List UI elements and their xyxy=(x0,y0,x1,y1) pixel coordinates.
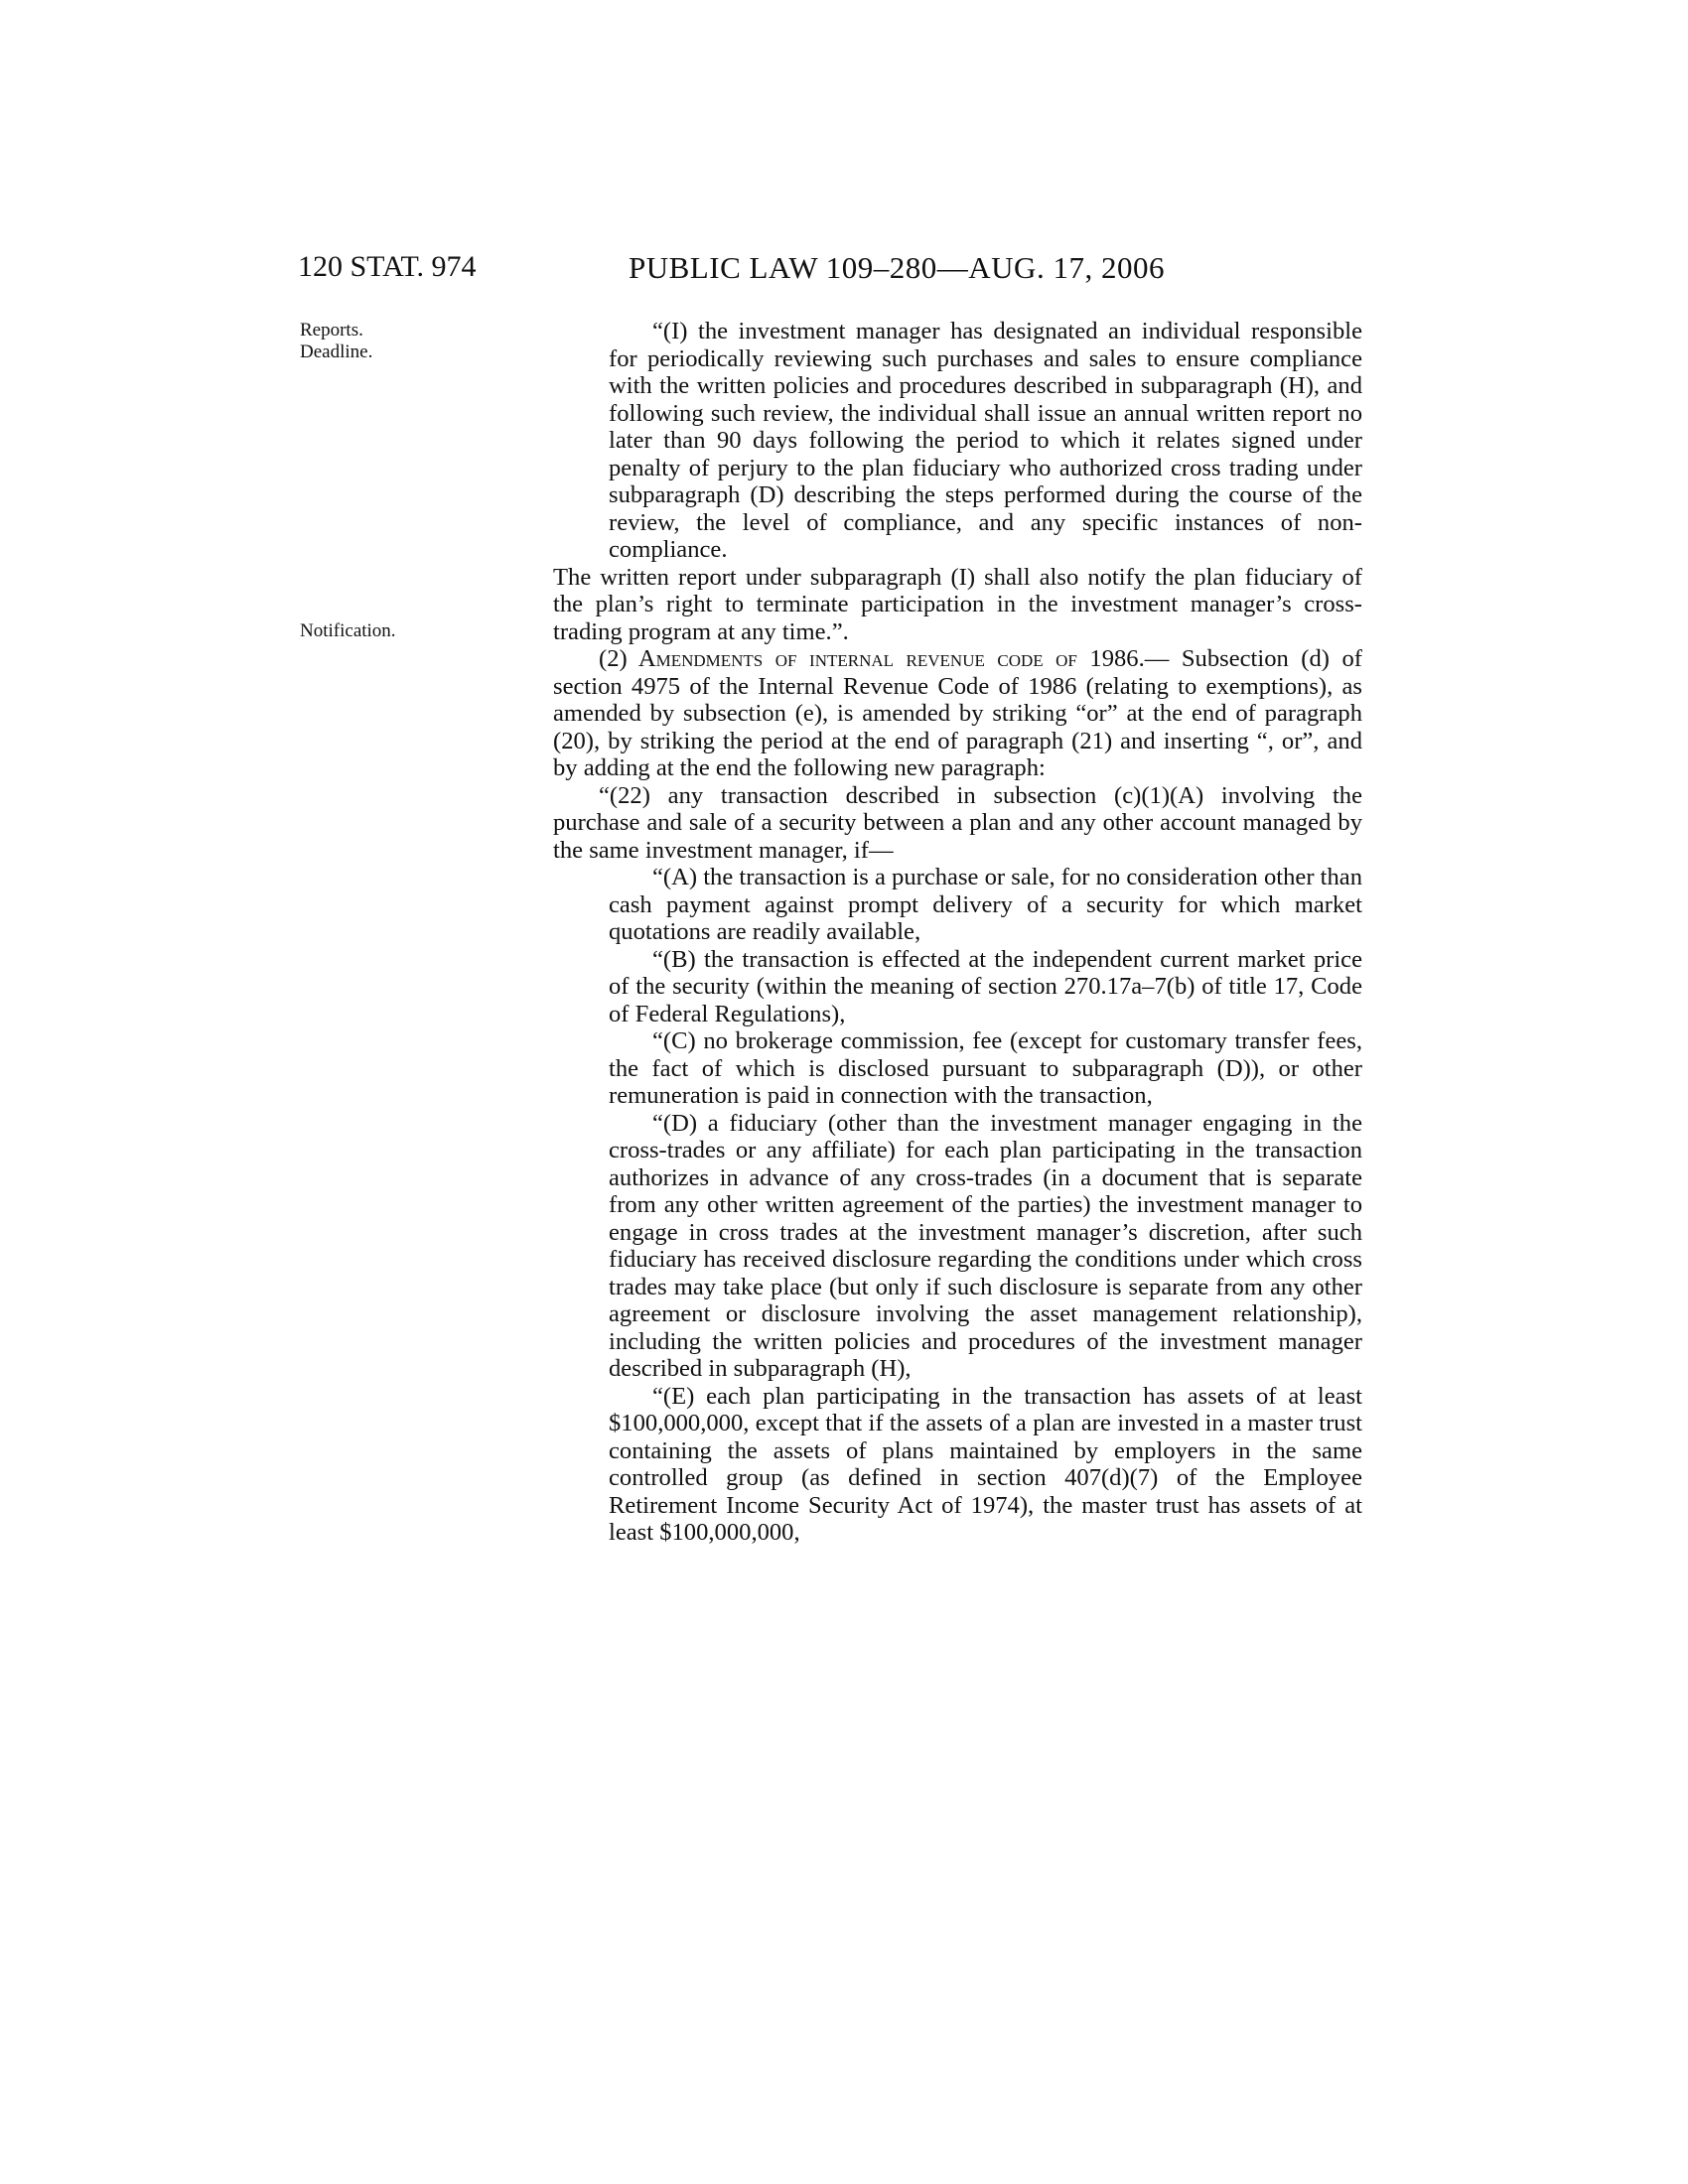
paragraph-22: “(22) any transaction described in subsection (c)(1)(A) involving the purchase and sale of a security between a plan and any other account managed by the same investment manager, if— xyxy=(553,781,1362,864)
paragraph-2-heading: (2) Amendments of internal revenue code of 1986.— xyxy=(599,645,1170,672)
statute-page-reference: 120 STAT. 974 xyxy=(298,250,477,283)
subparagraph-E: “(E) each plan participating in the transaction has assets of at least $100,000,000, except that if the assets of a plan are invested in a master trust containing the assets of plans maintained by employers in the same controlled group (as defined in section 407(d)(7) of the Employee Retirement Income Security Act of 1974), the master trust has assets of at least $100,000,000, xyxy=(609,1382,1362,1546)
margin-note-reports-deadline xyxy=(300,320,518,363)
paragraph-2-text: Subsection (d) of section 4975 of the Internal Revenue Code of 1986 (relating to exemptions), as amended by subsection (e), is amended by striking “or” at the end of paragraph (20), by striking the period at the end of paragraph (21) and inserting “, or”, and by adding at the end the following new paragraph: xyxy=(553,645,1362,781)
page-title: PUBLIC LAW 109–280—AUG. 17, 2006 xyxy=(629,250,1165,285)
subparagraph-C: “(C) no brokerage commission, fee (except for customary transfer fees, the fact of which is disclosed pursuant to subparagraph (D)), or other remuneration is paid in connection with the transaction, xyxy=(609,1027,1362,1109)
subparagraph-D: “(D) a fiduciary (other than the investment manager engaging in the cross-trades or any affiliate) for each plan participating in the transaction authorizes in advance of any cross-trades (in a document that is separate from any other written agreement of the parties) the investment manager to engage in cross trades at the investment manager’s discretion, after such fiduciary has received disclosure regarding the conditions under which cross trades may take place (but only if such disclosure is separate from any other agreement or disclosure involving the asset management relationship), including the written policies and procedures of the investment manager described in subparagraph (H), xyxy=(609,1109,1362,1382)
statute-body xyxy=(553,318,1362,1547)
subparagraph-A: “(A) the transaction is a purchase or sale, for no consideration other than cash payment against prompt delivery of a security for which market quotations are readily available, xyxy=(609,864,1363,945)
margin-note-notification: Notification. xyxy=(300,620,396,641)
subparagraph-I: “(I) the investment manager has designated an individual responsible for periodically reviewing such purchases and sales to ensure compliance with the written policies and procedures described in subparagraph (H), and following such review, the individual shall issue an annual written report no later than 90 days following the period to which it relates signed under penalty of perjury to the plan fiduciary who authorized cross trading under subparagraph (D) describing the steps performed during the course of the review, the level of compliance, and any specific instances of non-compliance. xyxy=(609,318,1362,563)
paragraph-2 xyxy=(553,645,1362,782)
page-header xyxy=(298,250,1360,290)
written-report-paragraph: The written report under subparagraph (I) shall also notify the plan fiduciary of the plan’s right to terminate participation in the investment manager’s cross-trading program at any time.”. xyxy=(553,563,1362,645)
margin-note-reports: Reports. xyxy=(300,320,363,341)
margin-note-deadline: Deadline. xyxy=(300,341,373,362)
subparagraph-B: “(B) the transaction is effected at the independent current market price of the security (within the meaning of section 270.17a–7(b) of title 17, Code of Federal Regulations), xyxy=(609,945,1362,1027)
